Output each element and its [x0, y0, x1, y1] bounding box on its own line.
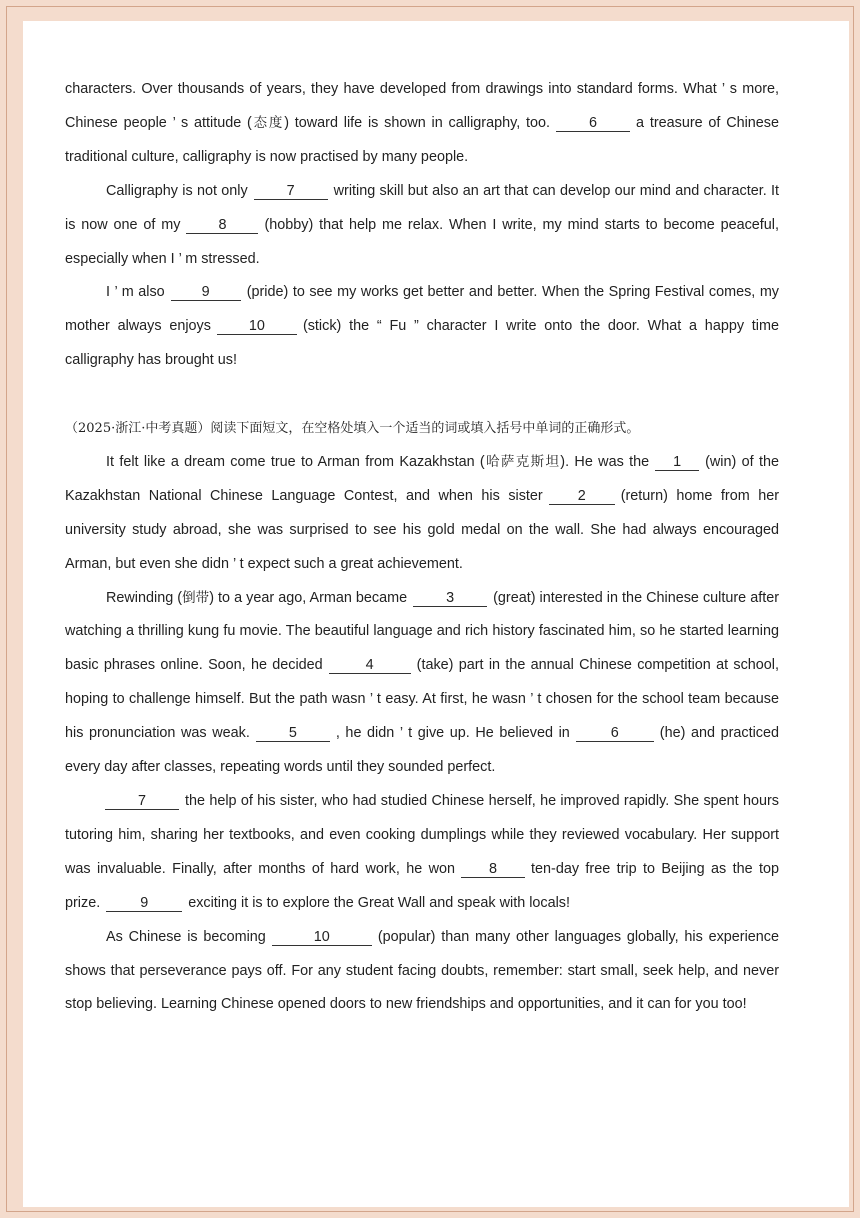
document-content — [65, 73, 779, 1022]
blank-7[interactable]: 7 — [254, 183, 328, 200]
blank-8b[interactable]: 8 — [461, 861, 525, 878]
blank-8[interactable]: 8 — [186, 217, 258, 234]
passage2-paragraph-1: It felt like a dream come true to Arman from Kazakhstan (哈萨克斯坦). He was the 1 (win) of the Kazakhstan National Chinese Language Contest, and when his sister 2 (return) home from her university study abroad, she was surprised to see his gold medal on the wall. She had always encouraged Arman, but even she didn ’ t expect such a great achievement. — [65, 453, 780, 572]
passage1-paragraph-3: I ’ m also 9 (pride) to see my works get better and better. When the Spring Festival comes, my mother always enjoys 10 (stick) the “ Fu ” character I write onto the door. What a happy time calligraphy has brought us! — [65, 284, 779, 369]
blank-10[interactable]: 10 — [217, 318, 297, 335]
blank-5[interactable]: 5 — [256, 725, 330, 742]
section-spacer — [65, 378, 779, 412]
blank-9b[interactable]: 9 — [106, 895, 182, 912]
blank-4[interactable]: 4 — [329, 657, 411, 674]
blank-10b[interactable]: 10 — [272, 929, 372, 946]
passage2-paragraph-4: As Chinese is becoming 10 (popular) than many other languages globally, his experience shows that perseverance pays off. For any student facing doubts, remember: start small, seek help, and never stop believing. Learning Chinese opened doors to new friendships and opportunities, and it can for you too! — [65, 928, 779, 1013]
blank-1[interactable]: 1 — [655, 454, 699, 471]
blank-3[interactable]: 3 — [413, 590, 487, 607]
question-heading: （2025·浙江·中考真题）阅读下面短文，在空格处填入一个适当的词或填入括号中单词的正确形式。 — [65, 421, 640, 437]
passage2-paragraph-2: Rewinding (倒带) to a year ago, Arman became 3 (great) interested in the Chinese culture after watching a thrilling kung fu movie. The beautiful language and rich history fascinated him, so he started learning basic phrases online. Soon, he decided 4 (take) part in the annual Chinese competition at school, hoping to challenge himself. But the path wasn ’ t easy. At first, he wasn ’ t chosen for the school team because his pronunciation was weak. 5 , he didn ’ t give up. He believed in 6 (he) and practiced every day after classes, repeating words until they sounded perfect. — [65, 589, 780, 776]
passage1-paragraph-2: Calligraphy is not only 7 writing skill but also an art that can develop our mind and character. It is now one of my 8 (hobby) that help me relax. When I write, my mind starts to become peaceful, especially when I ’ m stressed. — [65, 182, 780, 267]
passage2-paragraph-3: 7 the help of his sister, who had studied Chinese herself, he improved rapidly. She spent hours tutoring him, sharing her textbooks, and even cooking dumplings while they reviewed vocabulary. Her support was invaluable. Finally, after months of hard work, he won 8 ten-day free trip to Beijing as the top prize. 9 exciting it is to explore the Great Wall and speak with locals! — [65, 793, 779, 911]
blank-6b[interactable]: 6 — [576, 725, 654, 742]
blank-2[interactable]: 2 — [549, 488, 615, 505]
passage1-paragraph-1: characters. Over thousands of years, they have developed from drawings into standard forms. What ’ s more, Chinese people ’ s attitude (态度) toward life is shown in calligraphy, too. 6 a treasure of Chinese traditional culture, calligraphy is now practised by many people. — [65, 81, 779, 165]
blank-7b[interactable]: 7 — [105, 793, 179, 810]
blank-9[interactable]: 9 — [171, 284, 241, 301]
blank-6[interactable]: 6 — [556, 115, 630, 132]
